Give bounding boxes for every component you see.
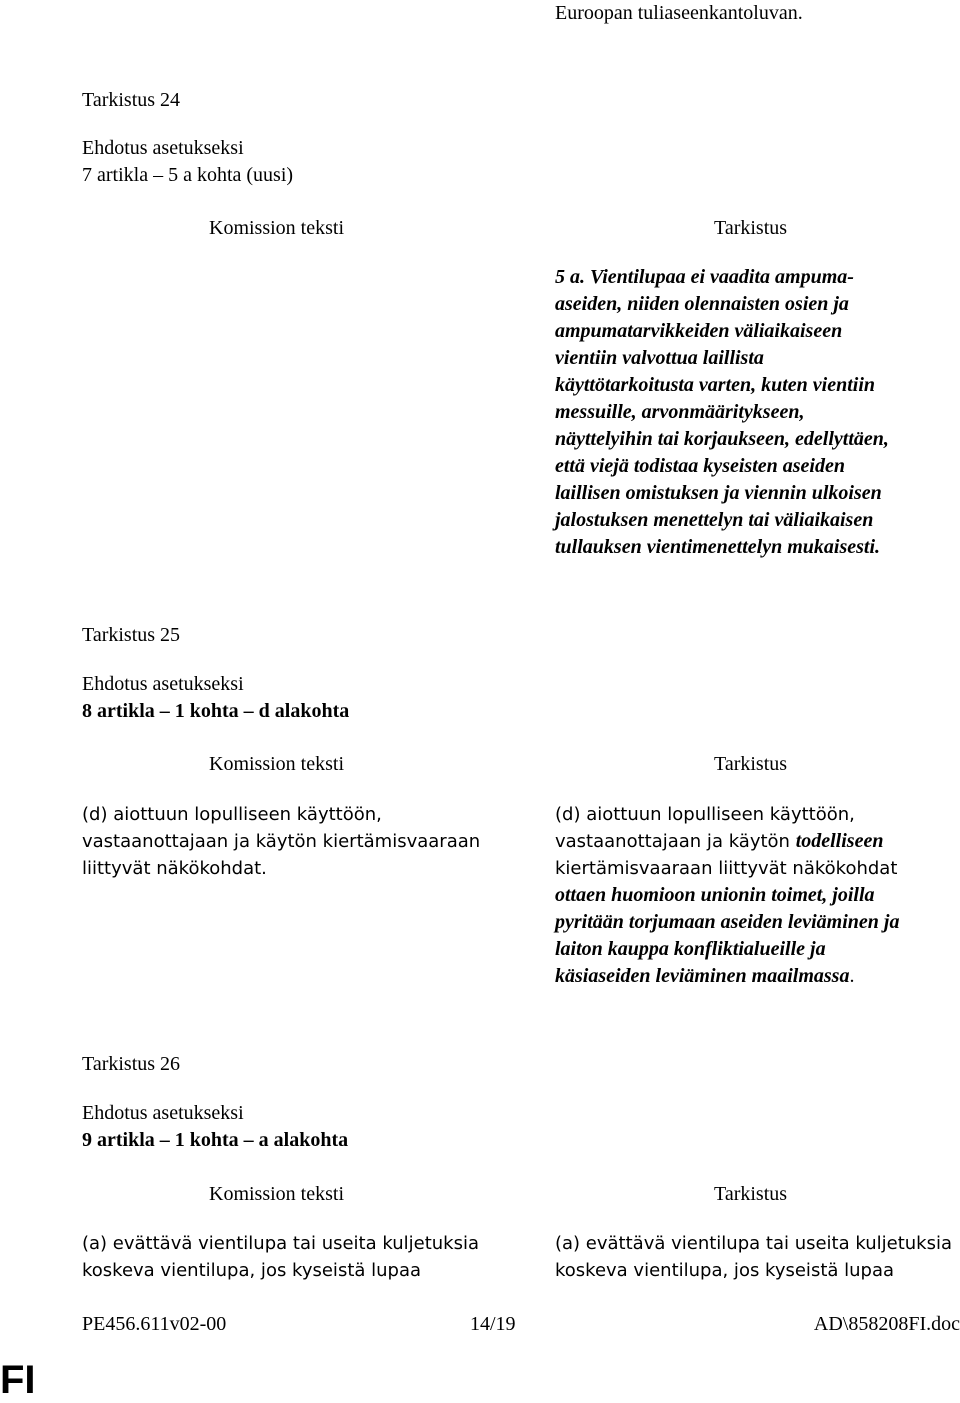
language-code: FI [0,1358,36,1402]
article-reference: 7 artikla – 5 a kohta (uusi) [82,164,294,186]
text-line: messuille, arvonmääritykseen, [555,401,805,423]
text-line: koskeva vientilupa, jos kyseistä lupaa [555,1260,895,1281]
amendment-text [555,801,960,990]
text-line: vastaanottajaan ja käytön kiertämisvaaraan [82,831,481,852]
proposal-label: Ehdotus asetukseksi [82,1102,244,1124]
text-plain: kiertämisvaaraan liittyvät näkökohdat [555,858,898,879]
text-line: koskeva vientilupa, jos kyseistä lupaa [82,1260,422,1281]
text-line [555,909,960,936]
text-line [555,801,960,828]
amendment-heading: Tarkistus 26 [82,1053,181,1075]
text-line: (d) aiottuun lopulliseen käyttöön, [82,804,382,825]
commission-text [82,1230,492,1284]
column-title-commission: Komission teksti [209,753,345,775]
column-title-commission: Komission teksti [209,1183,345,1205]
text-line [555,963,960,990]
text-line: ampumatarvikkeiden väliaikaiseen [555,320,843,342]
text-plain: vastaanottajaan ja käytön [555,831,796,852]
proposal-label: Ehdotus asetukseksi [82,673,244,695]
footer-doc-ref: PE456.611v02-00 [82,1313,227,1335]
text-line [555,882,960,909]
column-title-amendment: Tarkistus [714,753,788,775]
text-emphasis: laiton kauppa konfliktialueille ja [555,938,826,960]
text-emphasis: pyritään torjumaan aseiden leviäminen ja [555,911,900,933]
text-emphasis: ottaen huomioon unionin toimet, joilla [555,884,875,906]
text-line: 5 a. Vientilupaa ei vaadita ampuma- [555,266,854,288]
text-line: (a) evättävä vientilupa tai useita kuljetuksia [555,1233,953,1254]
text-line [555,855,960,882]
proposal-label: Ehdotus asetukseksi [82,137,244,159]
article-reference: 8 artikla – 1 kohta – d alakohta [82,700,350,722]
text-plain: (d) aiottuun lopulliseen käyttöön, [555,804,855,825]
text-emphasis: todelliseen [795,830,884,852]
amendment-heading: Tarkistus 24 [82,89,181,111]
text-emphasis: käsiaseiden leviäminen maailmassa [555,965,850,987]
footer-file-name: AD\858208FI.doc [813,1313,960,1335]
text-line [555,936,960,963]
column-title-amendment: Tarkistus [714,217,788,239]
column-title-amendment: Tarkistus [714,1183,788,1205]
carryover-text: Euroopan tuliaseenkantoluvan. [555,2,803,24]
text-line: vientiin valvottua laillista [555,347,764,369]
commission-text [82,801,492,882]
amendment-text [555,264,960,561]
text-line: käyttötarkoitusta varten, kuten vientiin [555,374,876,396]
text-line: aseiden, niiden olennaisten osien ja [555,293,849,315]
column-title-commission: Komission teksti [209,217,345,239]
text-line: näyttelyihin tai korjaukseen, edellyttäen, [555,428,889,450]
footer-page-number: 14/19 [470,1313,516,1335]
text-plain: . [849,965,855,987]
text-line: tullauksen vientimenettelyn mukaisesti. [555,536,881,558]
text-line: laillisen omistuksen ja viennin ulkoisen [555,482,882,504]
text-line: liittyvät näkökohdat. [82,858,267,879]
text-line: että viejä todistaa kyseisten aseiden [555,455,845,477]
text-line: jalostuksen menettelyn tai väliaikaisen [555,509,874,531]
amendment-heading: Tarkistus 25 [82,624,181,646]
text-line: (a) evättävä vientilupa tai useita kuljetuksia [82,1233,480,1254]
amendment-text [555,1230,960,1284]
article-reference: 9 artikla – 1 kohta – a alakohta [82,1129,349,1151]
text-line [555,828,960,855]
